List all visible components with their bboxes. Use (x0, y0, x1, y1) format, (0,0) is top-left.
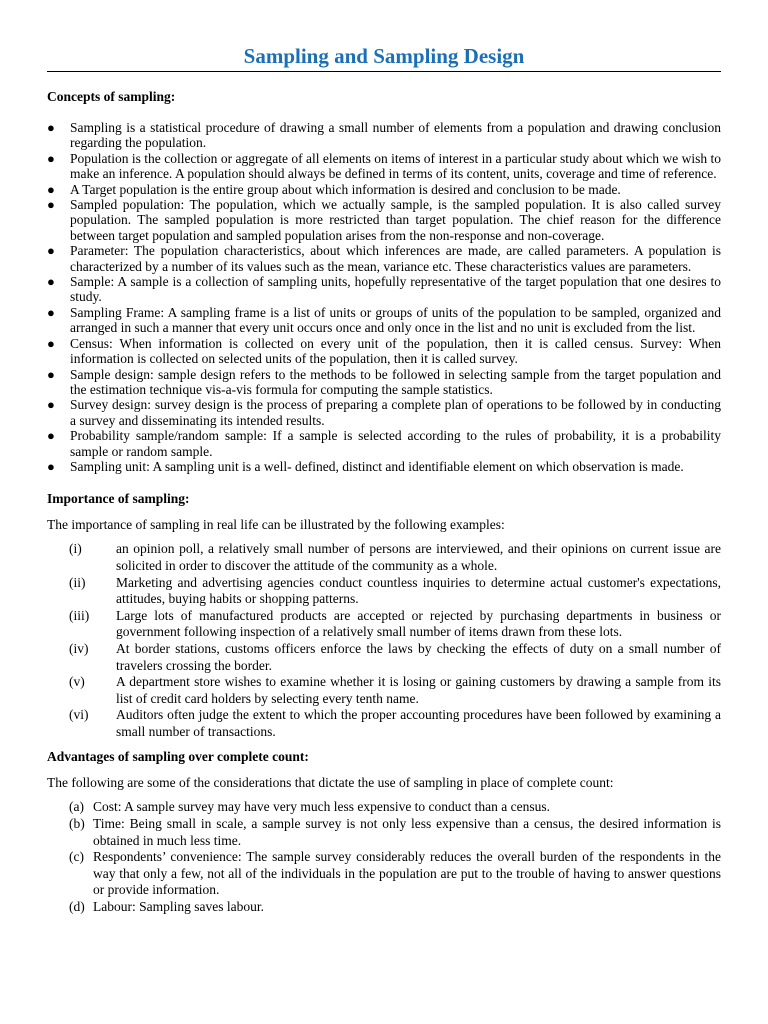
item-number: (i) (69, 541, 82, 557)
concept-text: A Target population is the entire group about which information is desired and conclusion to be made. (70, 181, 621, 197)
importance-text: Marketing and advertising agencies conduct countless inquiries to determine actual customer's expectations, attitudes, buying habits or shopping patterns. (116, 574, 721, 607)
advantages-list (47, 799, 721, 915)
concept-item (47, 120, 721, 151)
concept-item (47, 243, 721, 274)
page-title: Sampling and Sampling Design (47, 43, 721, 72)
advantage-item (47, 816, 721, 849)
concepts-heading: Concepts of sampling: (47, 89, 176, 104)
concept-item (47, 182, 721, 197)
importance-text: A department store wishes to examine whether it is losing or gaining customers by drawing a sample from its list of credit card holders by selecting every tenth name. (116, 674, 721, 706)
concept-item (47, 397, 721, 428)
item-letter: (d) (69, 899, 85, 915)
bullet-icon: ● (47, 366, 55, 382)
concept-item (47, 151, 721, 182)
advantage-item (47, 849, 721, 899)
concept-text: Survey design: survey design is the process of preparing a complete plan of operations to be followed by in conducting a survey and disseminating its intended results. (70, 397, 721, 428)
importance-text: an opinion poll, a relatively small number of persons are interviewed, and their opinions on current issue are solicited in order to discover the attitude of the community as a whole. (116, 541, 721, 573)
item-letter: (b) (69, 816, 85, 832)
importance-heading: Importance of sampling: (47, 491, 190, 507)
bullet-icon: ● (47, 397, 55, 413)
document-page (47, 0, 721, 916)
importance-text: Large lots of manufactured products are accepted or rejected by purchasing departments in business or government following inspection of a relatively small number of items drawn from these lots. (116, 607, 721, 640)
concept-item (47, 459, 721, 474)
advantages-intro: The following are some of the considerations that dictate the use of sampling in place of complete count: (47, 775, 614, 791)
advantage-text: Respondents’ convenience: The sample survey considerably reduces the overall burden of the respondents in the way that only a few, not all of the individuals in the population are put to the trouble of having to answer questions or provide information. (93, 849, 721, 898)
concept-text: Sample: A sample is a collection of sampling units, hopefully representative of the target population that one desires to study. (70, 274, 721, 305)
concept-text: Probability sample/random sample: If a sample is selected according to the rules of probability, it is a probability sample or random sample. (70, 428, 721, 459)
bullet-icon: ● (47, 428, 55, 444)
concept-text: Population is the collection or aggregate of all elements on items of interest in a particular study about which we wish to make an inference. A population should always be defined in terms of its content, units, coverage and time of reference. (70, 150, 721, 182)
advantage-item (47, 799, 721, 816)
item-number: (v) (69, 674, 85, 690)
item-number: (vi) (69, 707, 89, 723)
bullet-icon: ● (47, 458, 55, 474)
item-number: (iii) (69, 607, 90, 623)
importance-intro: The importance of sampling in real life can be illustrated by the following examples: (47, 517, 505, 533)
importance-text: At border stations, customs officers enforce the laws by checking the effects of duty on a small number of travelers crossing the border. (116, 640, 721, 673)
concept-item (47, 197, 721, 243)
concept-text: Sampling is a statistical procedure of drawing a small number of elements from a population and drawing conclusion regarding the population. (70, 120, 721, 151)
concept-text: Sampling Frame: A sampling frame is a list of units or groups of units of the population to be sampled, organized and arranged in such a manner that every unit occurs once and only once in the list and no unit is excluded from the list. (70, 304, 721, 336)
importance-item (47, 707, 721, 740)
bullet-icon: ● (47, 197, 55, 213)
concept-item (47, 428, 721, 459)
concepts-list (47, 120, 721, 474)
item-letter: (a) (69, 799, 84, 815)
item-letter: (c) (69, 849, 84, 865)
importance-item (47, 608, 721, 641)
concept-text: Sample design: sample design refers to the methods to be followed in selecting sample from the target population and the estimation technique vis-a-vis formula for computing the sample statistics. (70, 366, 721, 397)
bullet-icon: ● (47, 243, 55, 259)
concept-text: Sampled population: The population, which we actually sample, is the sampled population. It is also called survey population. The sampled population is more restricted than target population. The chief reason for the difference between target population and sampled population arises from the non-response and non-coverage. (70, 197, 721, 243)
item-number: (iv) (69, 640, 89, 656)
bullet-icon: ● (47, 335, 55, 351)
bullet-icon: ● (47, 150, 55, 166)
importance-text: Auditors often judge the extent to which the proper accounting procedures have been followed by examining a small number of transactions. (116, 707, 721, 739)
advantages-heading: Advantages of sampling over complete count: (47, 749, 309, 765)
importance-list (47, 541, 721, 740)
concept-text: Census: When information is collected on every unit of the population, then it is called census. Survey: When information is collected on selected units of the population, then it is called survey. (70, 335, 721, 367)
concept-item (47, 336, 721, 367)
bullet-icon: ● (47, 181, 55, 197)
importance-item (47, 641, 721, 674)
concept-item (47, 274, 721, 305)
importance-item (47, 674, 721, 707)
advantage-item (47, 899, 721, 916)
concept-item (47, 305, 721, 336)
advantage-text: Cost: A sample survey may have very much less expensive to conduct than a census. (93, 799, 551, 815)
bullet-icon: ● (47, 274, 55, 290)
concept-text: Parameter: The population characteristics, about which inferences are made, are called parameters. A population is characterized by a number of its values such as the mean, variance etc. These characteristics values are parameters. (70, 243, 721, 274)
concept-text: Sampling unit: A sampling unit is a well- defined, distinct and identifiable element on which observation is made. (70, 458, 684, 474)
advantage-text: Time: Being small in scale, a sample survey is not only less expensive than a census, the desired information is obtained in much less time. (93, 816, 721, 848)
importance-item (47, 541, 721, 574)
item-number: (ii) (69, 574, 86, 590)
bullet-icon: ● (47, 120, 55, 135)
concept-item (47, 367, 721, 398)
advantage-text: Labour: Sampling saves labour. (93, 899, 264, 915)
importance-item (47, 575, 721, 608)
bullet-icon: ● (47, 304, 55, 320)
